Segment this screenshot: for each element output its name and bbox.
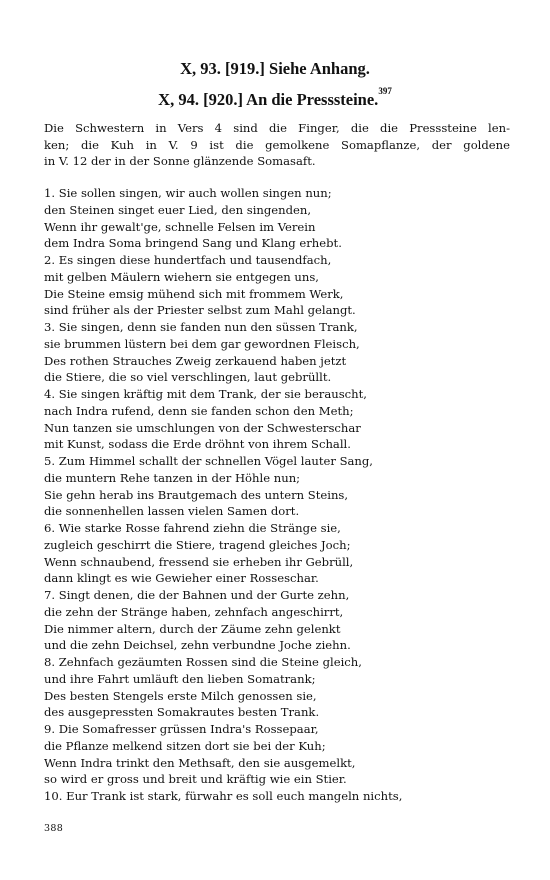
poem-line: Die nimmer altern, durch der Zäume zehn gelenkt (44, 621, 341, 636)
poem-line: die Stiere, die so viel verschlingen, laut gebrüllt. (44, 370, 332, 385)
poem-line: dem Indra Soma bringend Sang und Klang erhebt. (44, 236, 342, 251)
section-heading-920 (0, 86, 550, 110)
poem-line: mit gelben Mäulern wiehern sie entgegen uns, (44, 269, 319, 284)
poem-line: Wenn schnaubend, fressend sie erheben ihr Gebrüll, (44, 554, 354, 569)
intro-paragraph (44, 120, 510, 170)
heading-text: X, 94. [920.] An die Presssteine. (158, 90, 379, 109)
poem-line: 8. Zehnfach gezäumten Rossen sind die Steine gleich, (44, 655, 362, 669)
poem-line: die sonnenhellen lassen vielen Samen dort. (44, 504, 300, 519)
poem-line: 4. Sie singen kräftig mit dem Trank, der sie berauscht, (44, 387, 367, 401)
page-number: 388 (44, 823, 64, 834)
poem-line: mit Kunst, sodass die Erde dröhnt von ihrem Schall. (44, 437, 351, 452)
poem-line: 9. Die Somafresser grüssen Indra's Rossepaar, (44, 722, 319, 736)
poem-line: 6. Wie starke Rosse fahrend ziehn die Stränge sie, (44, 521, 341, 535)
poem-line: so wird er gross und breit und kräftig wie ein Stier. (44, 772, 347, 787)
intro-line: in V. 12 der in der Sonne glänzende Somasaft. (44, 154, 316, 169)
intro-line: ken; die Kuh in V. 9 ist die gemolkene Somapflanze, der goldene (44, 137, 510, 152)
poem-line: Wenn Indra trinkt den Methsaft, den sie ausgemelkt, (44, 755, 356, 770)
poem-line: sie brummen lüstern bei dem gar gewordnen Fleisch, (44, 336, 360, 351)
poem-line: und ihre Fahrt umläuft den lieben Somatrank; (44, 671, 316, 686)
poem-line: 7. Singt denen, die der Bahnen und der Gurte zehn, (44, 588, 350, 602)
poem-line: 2. Es singen diese hundertfach und tausendfach, (44, 253, 332, 267)
poem-text (44, 185, 514, 805)
footnote-marker: 397 (378, 86, 392, 96)
poem-line: 5. Zum Himmel schallt der schnellen Vögel lauter Sang, (44, 454, 373, 468)
poem-line: 3. Sie singen, denn sie fanden nun den süssen Trank, (44, 320, 358, 334)
poem-line: Nun tanzen sie umschlungen von der Schwesterschar (44, 420, 361, 435)
poem-line: sind früher als der Priester selbst zum Mahl gelangt. (44, 303, 356, 318)
intro-line: Die Schwestern in Vers 4 sind die Finger, die die Presssteine len- (44, 121, 510, 135)
poem-line: und die zehn Deichsel, zehn verbundne Joche ziehn. (44, 638, 351, 653)
poem-line: die muntern Rehe tanzen in der Höhle nun; (44, 470, 301, 485)
poem-line: 1. Sie sollen singen, wir auch wollen singen nun; (44, 186, 332, 200)
poem-line: Des rothen Strauches Zweig zerkauend haben jetzt (44, 353, 347, 368)
heading-text: X, 93. [919.] Siehe Anhang. (180, 59, 370, 78)
poem-line: Sie gehn herab ins Brautgemach des untern Steins, (44, 487, 349, 502)
poem-line: den Steinen singet euer Lied, den singenden, (44, 202, 312, 217)
poem-line: die zehn der Stränge haben, zehnfach angeschirrt, (44, 604, 344, 619)
poem-line: des ausgepressten Somakrautes besten Trank. (44, 705, 320, 720)
poem-line: Die Steine emsig mühend sich mit frommem Werk, (44, 286, 344, 301)
poem-line: die Pflanze melkend sitzen dort sie bei der Kuh; (44, 738, 326, 753)
poem-line: 10. Eur Trank ist stark, fürwahr es soll euch mangeln nichts, (44, 789, 403, 803)
poem-line: zugleich geschirrt die Stiere, tragend gleiches Joch; (44, 537, 351, 552)
section-heading-919 (0, 59, 550, 79)
poem-line: nach Indra rufend, denn sie fanden schon den Meth; (44, 403, 354, 418)
poem-line: dann klingt es wie Gewieher einer Rosseschar. (44, 571, 319, 586)
poem-line: Des besten Stengels erste Milch genossen sie, (44, 688, 317, 703)
poem-line: Wenn ihr gewalt'ge, schnelle Felsen im Verein (44, 219, 316, 234)
